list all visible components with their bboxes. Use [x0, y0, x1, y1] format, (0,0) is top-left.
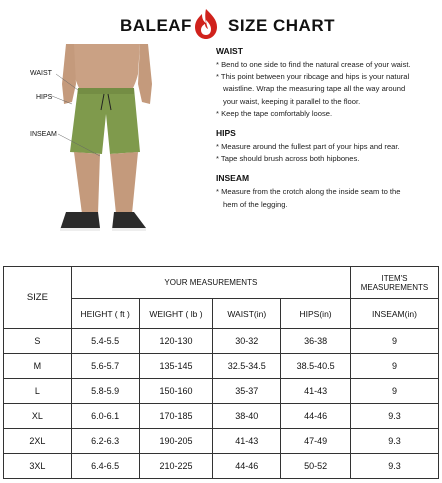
table-row — [4, 329, 439, 354]
waist-cell: 30-32 — [213, 329, 281, 354]
instruction-line: * Keep the tape comfortably loose. — [216, 108, 333, 118]
hips-cell: 38.5-40.5 — [281, 354, 351, 379]
weight-cell: 210-225 — [139, 454, 213, 479]
hips-section — [216, 128, 438, 165]
height-cell: 5.8-5.9 — [71, 379, 139, 404]
size-column-header: SIZE — [4, 267, 72, 329]
hips-column-header: HIPS(in) — [281, 299, 351, 329]
model-figure — [0, 44, 210, 254]
hips-cell: 36-38 — [281, 329, 351, 354]
waist-title: WAIST — [216, 46, 243, 56]
height-cell: 5.6-5.7 — [71, 354, 139, 379]
item-measurements-header: ITEM'S MEASUREMENTS — [350, 267, 438, 299]
inseam-cell: 9 — [350, 379, 438, 404]
height-cell: 5.4-5.5 — [71, 329, 139, 354]
header — [0, 8, 442, 42]
waist-cell: 35-37 — [213, 379, 281, 404]
height-cell: 6.4-6.5 — [71, 454, 139, 479]
inseam-cell: 9 — [350, 329, 438, 354]
weight-cell: 120-130 — [139, 329, 213, 354]
inseam-cell: 9.3 — [350, 404, 438, 429]
waist-column-header: WAIST(in) — [213, 299, 281, 329]
table-row — [4, 379, 439, 404]
waist-section — [216, 46, 438, 120]
inseam-title: INSEAM — [216, 173, 250, 184]
baleaf-flame-logo-icon — [193, 8, 219, 40]
height-cell: 6.2-6.3 — [71, 429, 139, 454]
weight-cell: 190-205 — [139, 429, 213, 454]
instruction-line: your waist, keeping it parallel to the floor. — [223, 96, 361, 106]
instruction-line: * This point between your ribcage and hips is your natural — [216, 72, 410, 82]
instruction-line: waistline. Wrap the measuring tape all the way around — [223, 84, 406, 94]
your-measurements-header: YOUR MEASUREMENTS — [71, 267, 350, 299]
table-row — [4, 454, 439, 479]
instruction-line: * Measure from the crotch along the inside seam to the — [216, 187, 401, 197]
hips-label: HIPS — [36, 94, 53, 101]
inseam-cell: 9.3 — [350, 454, 438, 479]
table-row — [4, 429, 439, 454]
waist-cell: 41-43 — [213, 429, 281, 454]
hips-cell: 44-46 — [281, 404, 351, 429]
weight-cell: 170-185 — [139, 404, 213, 429]
inseam-column-header: INSEAM(in) — [350, 299, 438, 329]
waist-cell: 44-46 — [213, 454, 281, 479]
table-row — [4, 404, 439, 429]
waist-label: WAIST — [30, 70, 52, 77]
size-cell: 3XL — [4, 454, 72, 479]
table-header-row — [4, 267, 439, 299]
waist-cell: 32.5-34.5 — [213, 354, 281, 379]
size-cell: L — [4, 379, 72, 404]
size-cell: XL — [4, 404, 72, 429]
height-column-header: HEIGHT ( ft ) — [71, 299, 139, 329]
table-row — [4, 354, 439, 379]
instruction-line: * Bend to one side to find the natural crease of your waist. — [216, 60, 411, 69]
size-cell: S — [4, 329, 72, 354]
size-cell: 2XL — [4, 429, 72, 454]
inseam-section — [216, 173, 438, 210]
inseam-cell: 9.3 — [350, 429, 438, 454]
weight-column-header: WEIGHT ( lb ) — [139, 299, 213, 329]
hips-cell: 47-49 — [281, 429, 351, 454]
size-cell: M — [4, 354, 72, 379]
weight-cell: 135-145 — [139, 354, 213, 379]
inseam-label: INSEAM — [30, 131, 57, 138]
inseam-cell: 9 — [350, 354, 438, 379]
hips-cell: 50-52 — [281, 454, 351, 479]
hips-title: HIPS — [216, 128, 236, 139]
brand-name: BALEAF — [120, 16, 192, 35]
page-title: SIZE CHART — [228, 16, 335, 35]
instruction-line: * Measure around the fullest part of your hips and rear. — [216, 142, 400, 152]
hips-cell: 41-43 — [281, 379, 351, 404]
instruction-line: * Tape should brush across both hipbones. — [216, 154, 360, 164]
waist-cell: 38-40 — [213, 404, 281, 429]
size-table — [3, 266, 439, 479]
measuring-instructions — [216, 46, 438, 219]
height-cell: 6.0-6.1 — [71, 404, 139, 429]
instruction-line: hem of the legging. — [223, 199, 288, 209]
weight-cell: 150-160 — [139, 379, 213, 404]
